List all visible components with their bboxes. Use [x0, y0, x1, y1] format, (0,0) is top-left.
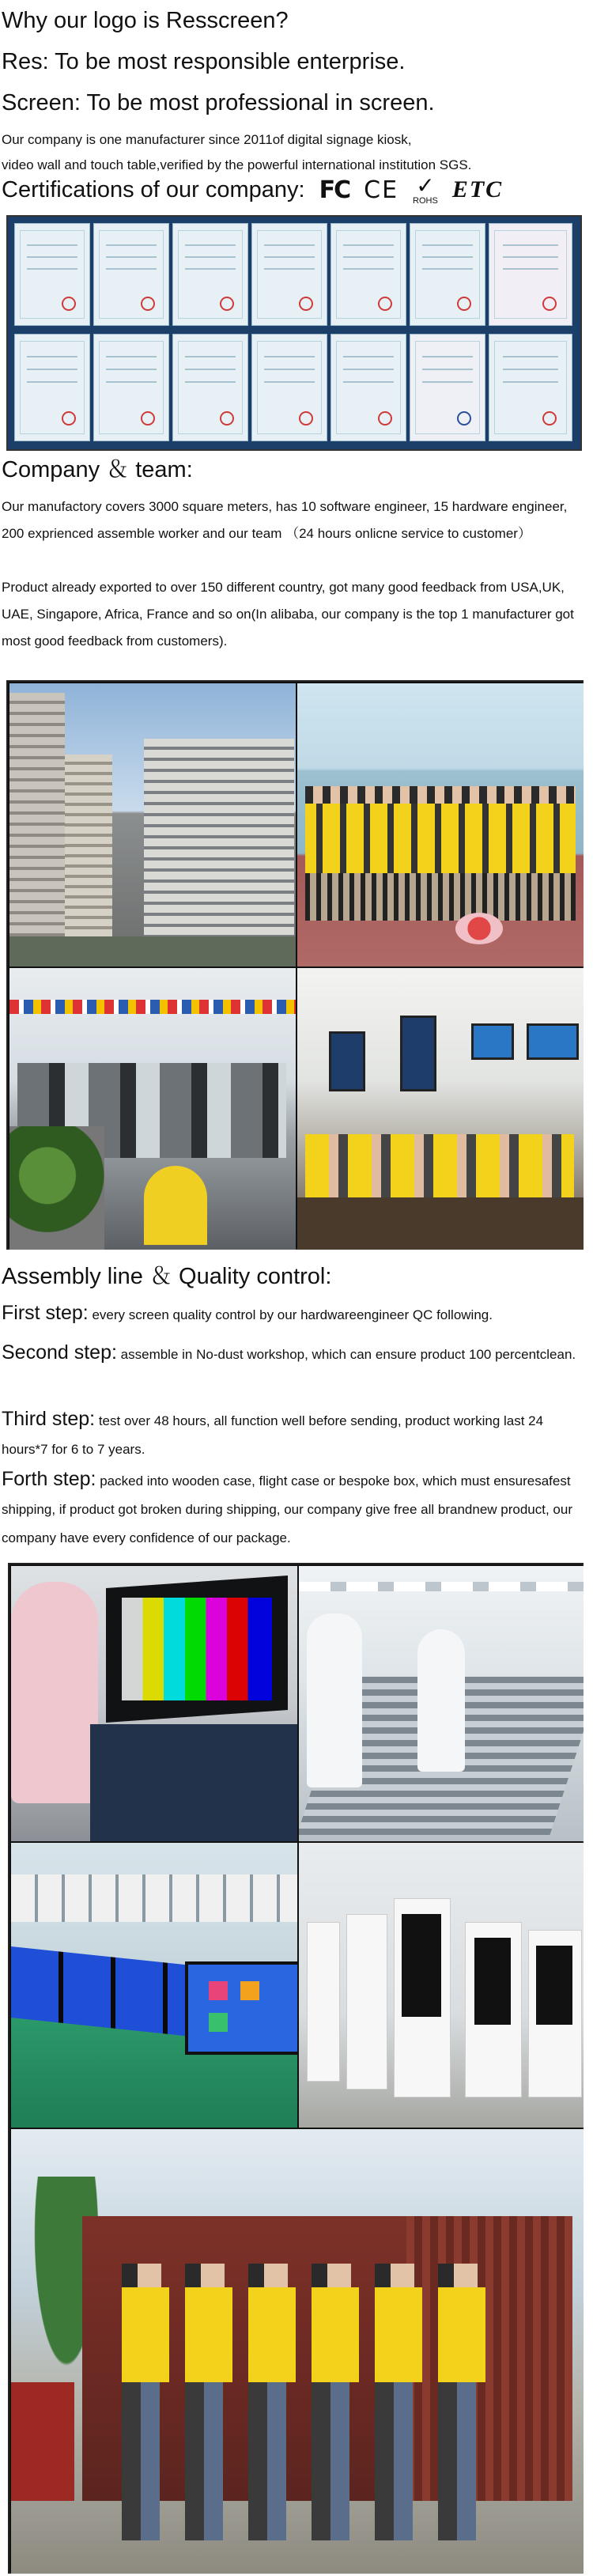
- intro-line-2: video wall and touch table,verified by the powerful international institution SGS.: [2, 157, 472, 172]
- step-1-title: First step:: [2, 1302, 89, 1324]
- etc-logo: ETC: [451, 176, 504, 202]
- assembly-workshop-photo: [299, 1566, 584, 1841]
- office-photo: [9, 968, 296, 1250]
- assembly-step-4: [2, 1465, 590, 1553]
- quality-control-photo: [11, 1566, 297, 1841]
- assembly-step-1: [2, 1299, 590, 1330]
- certificate-image: [330, 334, 406, 441]
- step-3-title: Third step:: [2, 1408, 96, 1430]
- factory-building-photo: [9, 683, 296, 966]
- res-heading: Res: To be most responsible enterprise.: [2, 49, 406, 74]
- step-2-text: assemble in No-dust workshop, which can ensure product 100 percentclean.: [116, 1347, 576, 1362]
- intro-line-1: Our company is one manufacturer since 2011of digital signage kiosk,: [2, 132, 412, 147]
- screen-testing-photo: [11, 1843, 297, 2128]
- step-4-title: Forth step:: [2, 1468, 96, 1490]
- screen-heading: Screen: To be most professional in screen.: [2, 90, 435, 115]
- certificate-image: [251, 223, 327, 326]
- certifications-row: [2, 172, 504, 206]
- ce-logo: CE: [364, 176, 399, 204]
- certificate-image: [93, 223, 169, 326]
- certificate-image: [410, 223, 485, 326]
- rohs-logo-text: ROHS: [413, 195, 438, 206]
- team-photo: [297, 683, 584, 966]
- step-2-title: Second step:: [2, 1341, 117, 1364]
- check-icon: ✓: [416, 172, 435, 198]
- assembly-step-2: [2, 1338, 590, 1369]
- fcc-logo: FC: [319, 176, 350, 204]
- step-1-text: every screen quality control by our hardwareengineer QC following.: [88, 1307, 493, 1322]
- company-paragraph-1: Our manufactory covers 3000 square meters, has 10 software engineer, 15 hardware engineer, 200 exprienced assemble worker and our team （24 hours onlicne service to customer）: [2, 499, 568, 541]
- company-photo-grid: [6, 680, 584, 1250]
- certificates-panel: [6, 215, 582, 451]
- assembly-heading: Assembly line ＆ Quality control:: [2, 1264, 332, 1289]
- certificate-image: [410, 334, 485, 441]
- certificate-image: [172, 223, 248, 326]
- meeting-room-photo: [297, 968, 584, 1250]
- company-heading: Company ＆ team:: [2, 457, 193, 482]
- certificate-image: [14, 223, 90, 326]
- certificate-image: [14, 334, 90, 441]
- certificate-image: [93, 334, 169, 441]
- company-paragraph-2: Product already exported to over 150 different country, got many good feedback from USA,UK, UAE, Singapore, Africa, France and so on(In alibaba, our company is the top 1 manufacturer got most good feedback from customers).: [2, 580, 574, 649]
- rohs-logo: [413, 172, 438, 206]
- certificate-image: [251, 334, 327, 441]
- assembly-step-3: [2, 1405, 590, 1464]
- certificate-image: [172, 334, 248, 441]
- step-3-text: test over 48 hours, all function well before sending, product working last 24 hours*7 for 6 to 7 years.: [2, 1413, 544, 1457]
- step-4-text: packed into wooden case, flight case or bespoke box, which must ensuresafest shipping, if product got broken during shipping, our company give free all brandnew product, our company have every confidence of our package.: [2, 1473, 572, 1545]
- certificate-image: [489, 223, 572, 326]
- kiosk-row-photo: [299, 1843, 584, 2128]
- certificate-image: [330, 223, 406, 326]
- certificate-image: [489, 334, 572, 441]
- logo-heading: Why our logo is Resscreen?: [2, 8, 289, 33]
- certifications-label: Certifications of our company:: [2, 176, 305, 202]
- shipping-team-photo: [11, 2129, 584, 2574]
- factory-photo-grid: [8, 1563, 584, 2574]
